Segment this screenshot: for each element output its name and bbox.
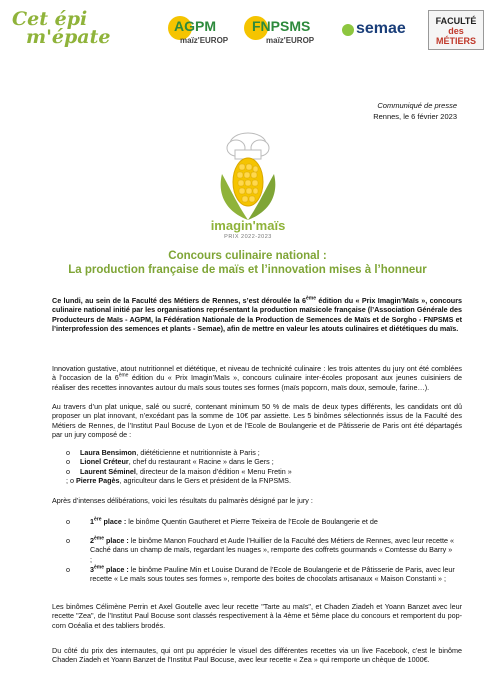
bullet: o xyxy=(66,448,70,457)
bullet: o xyxy=(66,457,70,467)
jury-name: Laurent Séminel xyxy=(80,466,136,476)
jury-list xyxy=(66,448,456,486)
title-line2: La production française de maïs et l’innovation mises à l’honneur xyxy=(68,264,427,276)
partner-logos xyxy=(8,8,488,54)
bullet: o xyxy=(66,466,70,476)
list-item xyxy=(66,457,456,466)
press-place-date: Rennes, le 6 février 2023 xyxy=(373,112,457,121)
result-label: place : xyxy=(101,517,127,526)
cet-epi-line1: Cet épi xyxy=(12,8,88,30)
title-line1: Concours culinaire national : xyxy=(168,250,327,262)
result-first xyxy=(66,517,456,526)
rules-paragraph: Au travers d’un plat unique, salé ou sucré, contenant minimum 50 % de maïs de deux types différents, les candidats ont dû proposer un plat innovant, n’excédant pas la somme de 10€ par assiette. Les 5 binômes sélectionnés issus de la Faculté des Métiers de Rennes, de l’Institut Paul Bocuse de Lyon et de l’Ecole de Boulangerie et de Pâtisserie de Paris ont été départagés par un jury composé de : xyxy=(52,402,462,440)
agpm-logo xyxy=(168,14,229,46)
bullet: o xyxy=(66,517,70,526)
criteria-text-a: Innovation gustative, atout nutritionnel et diététique, et niveau de technicité culinaire : les trois attentes du jury ont été comblées à l’occasion de la 6 xyxy=(52,364,462,383)
bullet: o xyxy=(70,476,74,486)
criteria-sup: ème xyxy=(118,373,129,380)
list-item xyxy=(66,476,456,485)
event-logo-title: imagin'maïs xyxy=(210,218,286,233)
bullet: o xyxy=(66,565,70,574)
cet-epi-logo xyxy=(12,10,110,46)
result-label: place : xyxy=(104,565,129,574)
fnpsms-logo xyxy=(244,14,324,46)
semae-name: semae xyxy=(356,20,406,37)
result-sup: ème xyxy=(94,535,105,542)
jury-name: Laura Bensimon xyxy=(80,448,137,457)
intro-text-b: édition du « Prix Imagin’Maïs », concours culinaire national initié par les organisations représentant la production maïsicole française (l’Association Générale des Producteurs de Maïs - AGPM, la Fédération Nationale de la Production de Semences de Maïs et de Sorgho - FNPSMS et l’interprofession des semences et plants - Semae), afin de mettre en valeur les atouts culinaires et diététiques du maïs. xyxy=(52,296,462,334)
faculte-line2: des MÉTIERS xyxy=(435,26,476,46)
result-second xyxy=(66,536,456,564)
result-sup: ère xyxy=(94,516,102,523)
semae-dot-icon xyxy=(342,24,354,36)
results-intro: Après d’intenses délibérations, voici les résultats du palmarès désigné par le jury : xyxy=(52,496,313,505)
faculte-line1: FACULTÉ xyxy=(435,16,477,26)
list-item xyxy=(66,467,456,476)
result-text: le binôme Pauline Min et Louise Durand de l’Ecole de Boulangerie et de Pâtisserie de Paris, avec leur recette « Le maïs sous toutes ses formes », remporte des boites de chocolats artisanaux « Maison Constanti » ; xyxy=(90,565,455,584)
jury-role: , agriculteur dans le Gers et président de la FNPSMS. xyxy=(119,476,291,486)
fnpsms-name: FNPSMS xyxy=(252,18,311,34)
press-meta xyxy=(373,100,457,122)
intro-text-a: Ce lundi, au sein de la Faculté des Métiers de Rennes, s’est déroulée la 6 xyxy=(52,296,307,305)
list-item xyxy=(66,448,456,457)
result-sup: ème xyxy=(94,564,105,571)
jury-role: , chef du restaurant « Racine » dans le Gers ; xyxy=(128,457,274,467)
intro-sup: ème xyxy=(306,295,317,302)
jury-prefix: ; xyxy=(66,476,70,486)
semae-logo xyxy=(342,14,404,46)
result-text: le binôme Quentin Gautheret et Pierre Teixeira de l’Ecole de Boulangerie et de xyxy=(126,517,378,526)
criteria-text-b: édition du « Prix Imagin’Maïs », concours culinaire inter-écoles proposant aux jeunes cuisiniers de réaliser des recettes innovantes autour du maïs sous toutes ses formes (maïs popcorn, maïs doux, semoule, farine…). xyxy=(52,373,462,392)
result-third xyxy=(66,565,456,584)
agpm-sub: maïz'EUROP xyxy=(180,36,229,45)
other-ranks-paragraph: Les binômes Célimène Perrin et Axel Goutelle avec leur recette "Tarte au maïs", et Chaden Ziadeh et Yoann Banzet avec leur recette "Zea", de l’Institut Paul Bocuse sont classés respectivement à la 4ème et 5ème place du concours et remportent du pop-corn Océalia et des tabliers brodés. xyxy=(52,602,462,630)
event-logo-subtitle: PRIX 2022-2023 xyxy=(224,234,272,240)
faculte-logo xyxy=(428,10,484,50)
agpm-name: AGPM xyxy=(174,18,216,34)
result-text: le binôme Manon Fouchard et Aude l’Huillier de la Faculté des Métiers de Rennes, avec leur recette « Caché dans un champ de maïs, regardant les nuages », remporte des coffrets gourmands « Comtesse du Barry » ; xyxy=(90,536,455,564)
cet-epi-line2: m'épate xyxy=(26,26,111,48)
jury-name: Pierre Pagès xyxy=(76,476,120,486)
public-prize-paragraph: Du côté du prix des internautes, qui ont pu apprécier le visuel des différentes recettes via un live Facebook, c’est le binôme Chaden Ziadeh et Yoann Banzet de l’Institut Paul Bocuse, avec leur recette « Zea » qui remporte un chèque de 1000€. xyxy=(52,646,462,665)
page-title xyxy=(40,249,455,277)
criteria-paragraph xyxy=(52,364,462,392)
jury-role: , directeur de la maison d’édition « Menu Fretin » xyxy=(135,466,292,476)
result-rank: 3 xyxy=(90,565,94,574)
bullet: o xyxy=(66,536,70,545)
jury-name: Lionel Créteur xyxy=(80,457,129,467)
fnpsms-sub: maïz'EUROP xyxy=(266,36,315,45)
intro-paragraph xyxy=(52,296,462,334)
result-label: place : xyxy=(104,536,129,545)
result-rank: 1 xyxy=(90,517,94,526)
press-kind: Communiqué de presse xyxy=(377,101,457,110)
jury-role: , diététicienne et nutritionniste à Paris ; xyxy=(136,448,260,457)
result-rank: 2 xyxy=(90,536,94,545)
